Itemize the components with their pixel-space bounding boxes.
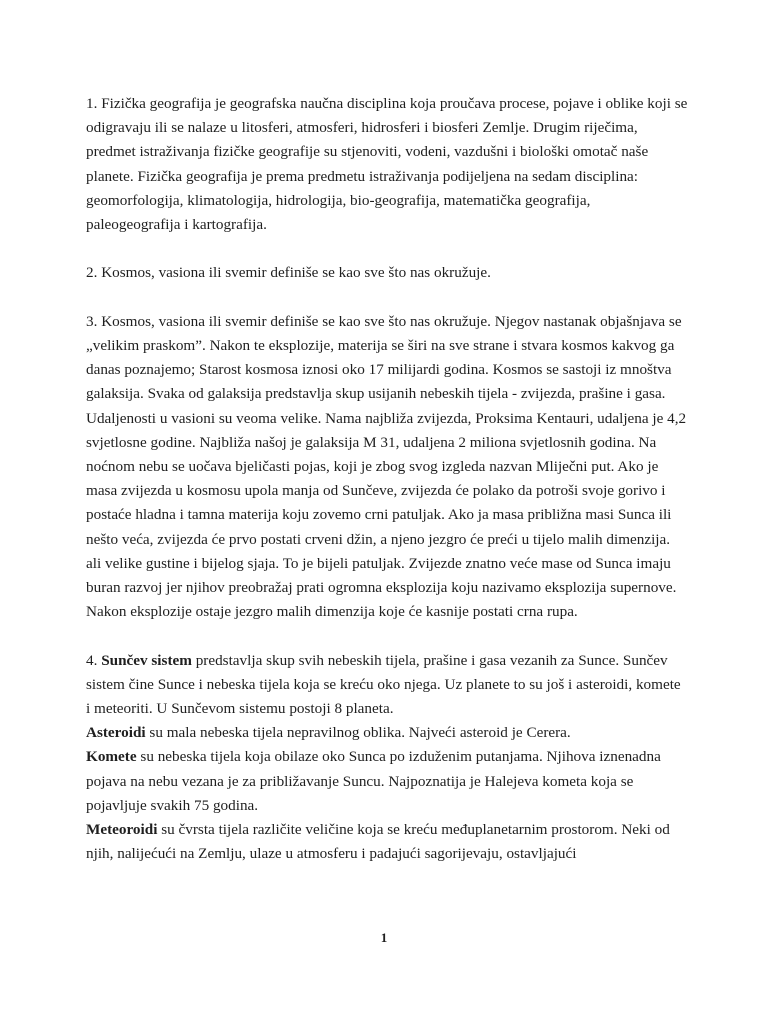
paragraph-kosmos-nastanak: 3. Kosmos, vasiona ili svemir definiše se kao sve što nas okružuje. Njegov nastanak objašnjava se „velikim praskom”. Nakon te eksplozije, materija se širi na sve strane i stvara kosmos kakvog ga danas poznajemo; Starost kosmosa iznosi oko 17 milijardi godina. Kosmos se sastoji iz mnoštva galaksija. Svaka od galaksija predstavlja skup usijanih nebeskih tijela - zvijezda, prašine i gasa. Udaljenosti u vasioni su veoma velike. Nama najbliža zvijezda, Proksima Kentauri, udaljena je 4,2 svjetlosne godine. Najbliža našoj je galaksija M 31, udaljena 2 miliona svjetlosnih godina. Na noćnom nebu se uočava bjeličasti pojas, koji je zbog svog izgleda nazvan Mliječni put. Ako je masa zvijezda u kosmosu upola manja od Sunčeve, zvijezda će polako da potroši svoje gorivo i postaće hladna i tamna materija koju zovemo crni patuljak. Ako ja masa približna masi Sunca ili nešto veća, zvijezda će prvo postati crveni džin, a njeno jezgro će preći u tijelo malih dimenzija. ali velike gustine i bijelog sjaja. To je bijeli patuljak. Zvijezde znatno veće mase od Sunca imaju buran razvoj jer njihov preobražaj prati ogromna eksplozija koju nazivamo eksplozija supernove. Nakon eksplozije ostaje jezgro malih dimenzija koje će kasnije postati crna rupa. xyxy=(86,312,687,621)
paragraph-asteroidi xyxy=(86,721,688,745)
paragraph-fizicka-geografija: 1. Fizička geografija je geografska naučna disciplina koja proučava procese, pojave i oblike koji se odigravaju ili se nalaze u litosferi, atmosferi, hidrosferi i biosferi Zemlje. Drugim riječima, predmet istraživanja fizičke geografije su stjenoviti, vodeni, vazdušni i biološki omotač naše planete. Fizička geografija je prema predmetu istraživanja podijeljena na sedam disciplina: geomorfologija, klimatologija, hidrologija, bio-geografija, matematička geografija, paleogeografija i kartografija. xyxy=(86,95,688,234)
paragraph-spacer xyxy=(86,624,688,648)
paragraph-komete xyxy=(86,745,688,818)
paragraph-text: su mala nebeska tijela nepravilnog oblika. Najveći asteroid je Cerera. xyxy=(145,724,571,742)
paragraph-spacer xyxy=(86,237,688,261)
page-number: 1 xyxy=(380,930,388,945)
paragraph-kosmos-definicija: 2. Kosmos, vasiona ili svemir definiše se kao sve što nas okružuje. xyxy=(86,264,491,282)
paragraph-number: 4. xyxy=(86,651,102,669)
term-meteoroidi: Meteoroidi xyxy=(86,821,158,839)
term-komete: Komete xyxy=(86,748,137,766)
term-asteroidi: Asteroidi xyxy=(86,724,146,742)
document-body xyxy=(86,92,688,866)
paragraph-suncev-sistem xyxy=(86,649,688,722)
term-suncev-sistem: Sunčev sistem xyxy=(101,651,192,669)
paragraph-text: su čvrsta tijela različite veličine koja se kreću međuplanetarnim prostorom. Neki od njih, nalijećući na Zemlju, ulaze u atmosferu i padajući sagorijevaju, ostavljajući xyxy=(86,821,670,863)
paragraph-text: su nebeska tijela koja obilaze oko Sunca po izduženim putanjama. Njihova iznenadna pojava na nebu vezana je za približavanje Suncu. Najpoznatija je Halejeva kometa koja se pojavljuje svakih 75 godina. xyxy=(86,748,661,814)
paragraph-text: predstavlja skup svih nebeskih tijela, prašine i gasa vezanih za Sunce. Sunčev sistem čine Sunce i nebeska tijela koja se kreću oko njega. Uz planete to su još i asteroidi, komete i meteoriti. U Sunčevom sistemu postoji 8 planeta. xyxy=(86,651,681,718)
paragraph-meteoroidi xyxy=(86,818,688,866)
paragraph-spacer xyxy=(86,286,688,310)
